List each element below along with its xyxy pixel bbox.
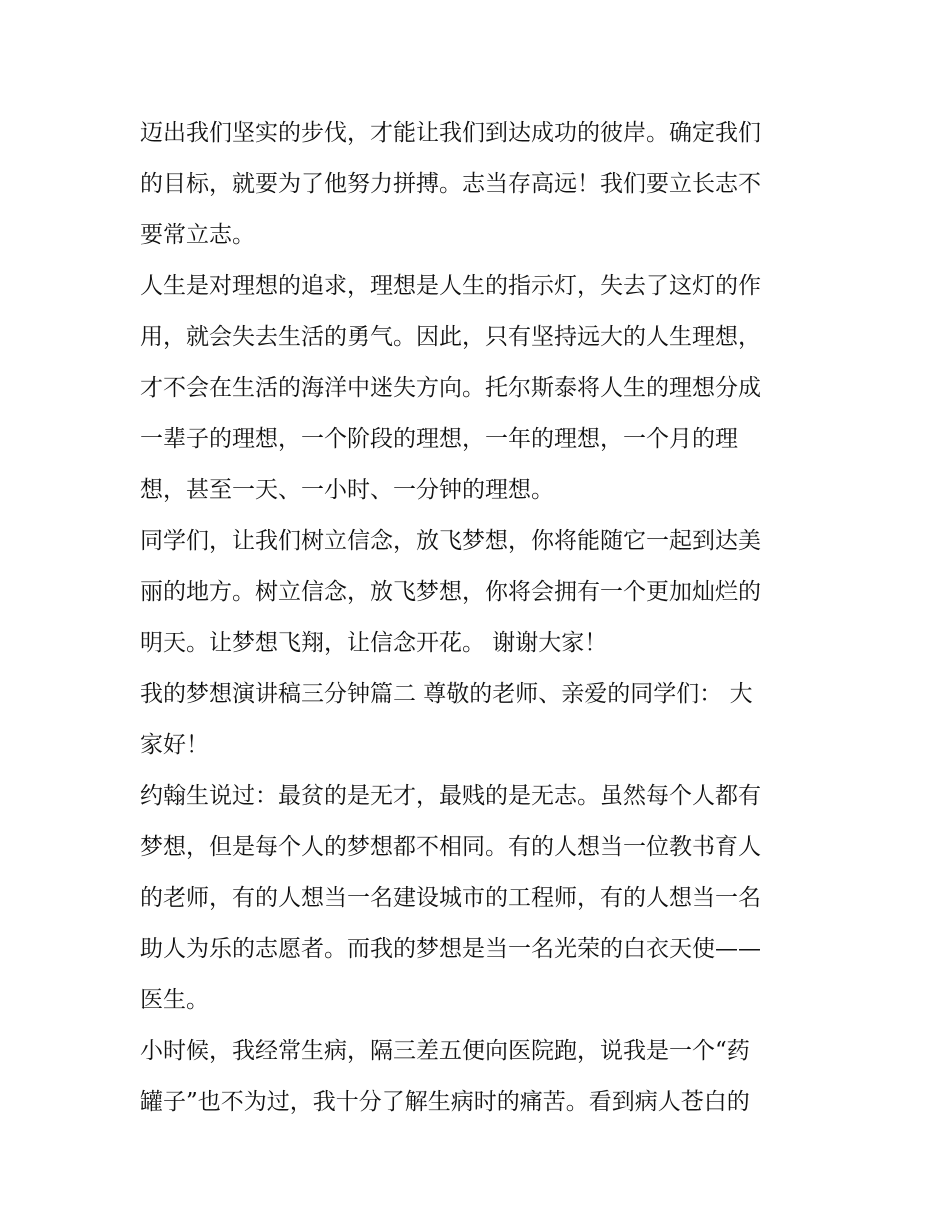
text-line: 我的梦想演讲稿三分钟篇二 尊敬的老师、亲爱的同学们： 大	[140, 681, 753, 707]
text-line: 的目标，就要为了他努力拼搏。志当存高远！我们要立长志不	[140, 171, 761, 197]
text-line: 明天。让梦想飞翔，让信念开花。 谢谢大家！	[140, 630, 608, 656]
text-line: 医生。	[140, 987, 209, 1013]
text-line: 一辈子的理想，一个阶段的理想，一年的理想，一个月的理	[140, 426, 738, 452]
text-line: 梦想，但是每个人的梦想都不相同。有的人想当一位教书育人	[140, 834, 761, 860]
document-body	[140, 108, 820, 1128]
text-line: 家好！	[140, 732, 209, 758]
text-line: 用，就会失去生活的勇气。因此，只有坚持远大的人生理想，	[140, 324, 761, 350]
text-line: 罐子”也不为过，我十分了解生病时的痛苦。看到病人苍白的	[140, 1089, 750, 1115]
text-line: 同学们，让我们树立信念，放飞梦想，你将能随它一起到达美	[140, 528, 761, 554]
text-line: 丽的地方。树立信念，放飞梦想，你将会拥有一个更加灿烂的	[140, 579, 761, 605]
text-line: 才不会在生活的海洋中迷失方向。托尔斯泰将人生的理想分成	[140, 375, 761, 401]
text-line: 小时候，我经常生病，隔三差五便向医院跑，说我是一个“药	[140, 1038, 750, 1064]
text-line: 人生是对理想的追求，理想是人生的指示灯，失去了这灯的作	[140, 273, 761, 299]
text-line: 想，甚至一天、一小时、一分钟的理想。	[140, 477, 554, 503]
text-line: 迈出我们坚实的步伐，才能让我们到达成功的彼岸。确定我们	[140, 120, 761, 146]
text-line: 约翰生说过：最贫的是无才，最贱的是无志。虽然每个人都有	[140, 783, 761, 809]
text-line: 助人为乐的志愿者。而我的梦想是当一名光荣的白衣天使——	[140, 936, 761, 962]
text-line: 要常立志。	[140, 222, 255, 248]
text-line: 的老师，有的人想当一名建设城市的工程师，有的人想当一名	[140, 885, 761, 911]
